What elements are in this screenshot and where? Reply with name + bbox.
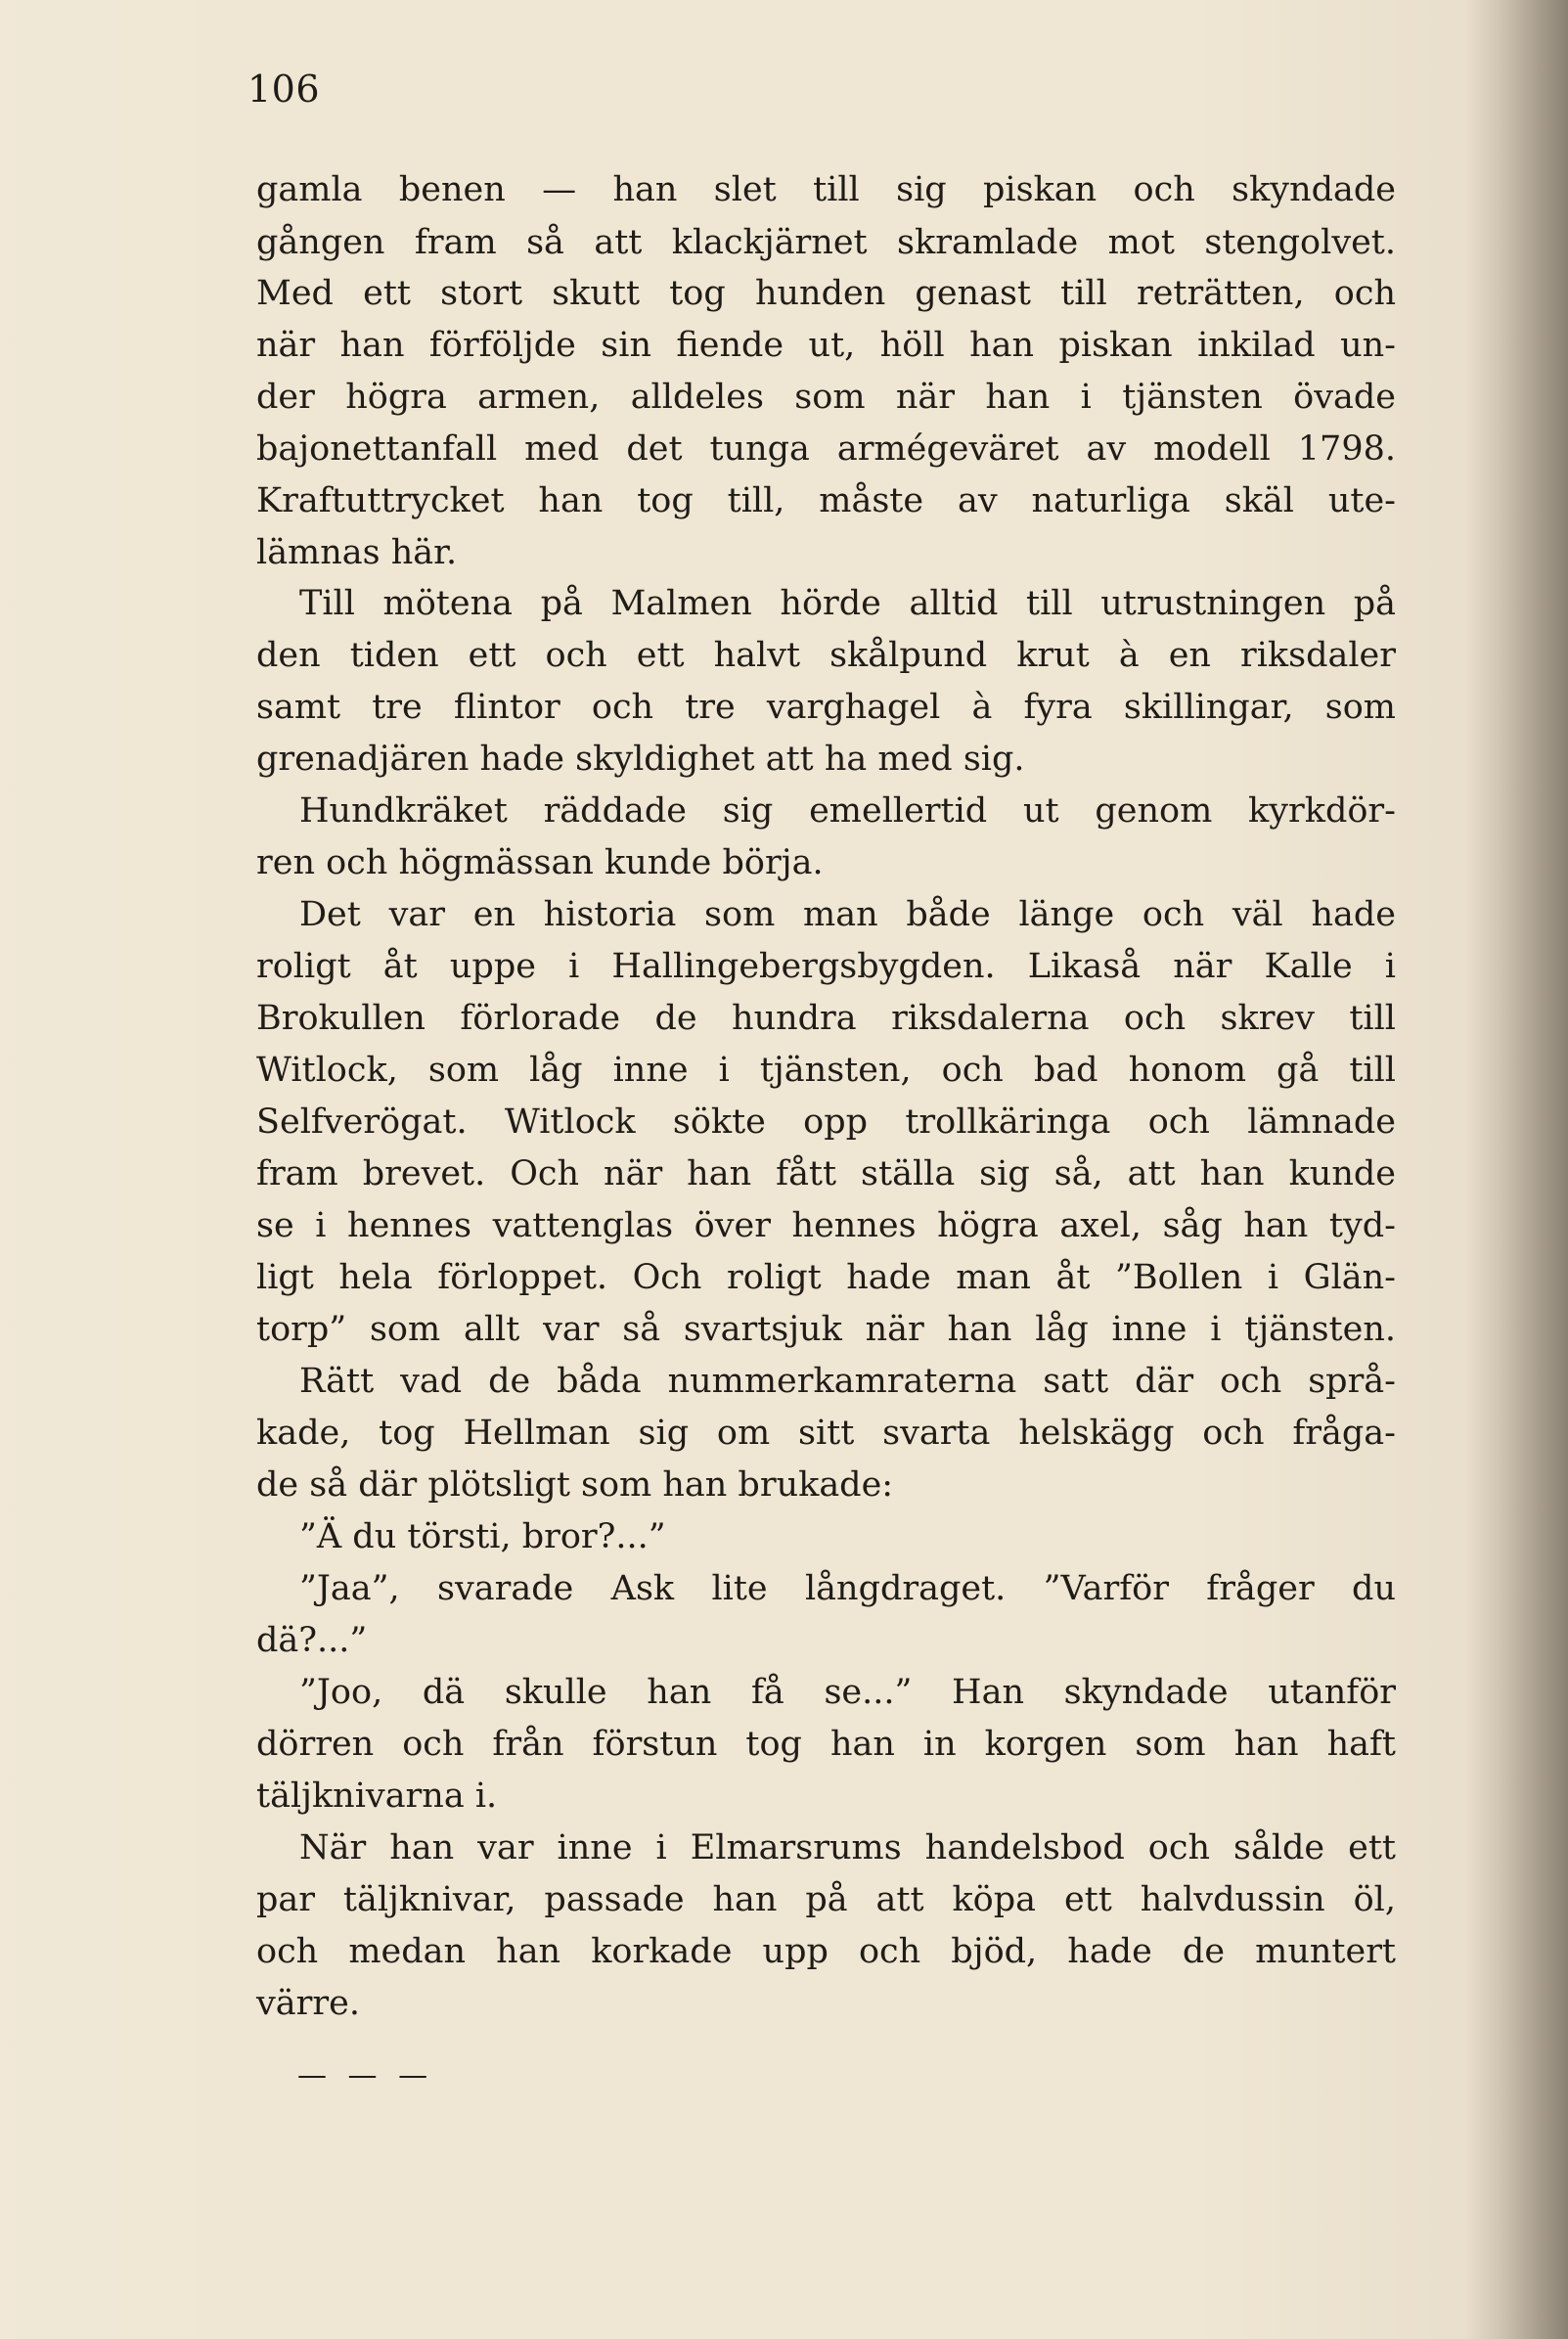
text-line: Rätt vad de båda nummerkamraterna satt där och språ- <box>299 1362 1396 1401</box>
text-line: när han förföljde sin fiende ut, höll han piskan inkilad un- <box>256 326 1396 365</box>
text-line: torp” som allt var så svartsjuk när han låg inne i tjänsten. <box>256 1310 1396 1349</box>
text-line: gången fram så att klackjärnet skramlade mot stengolvet. <box>256 223 1396 262</box>
text-line: dörren och från förstun tog han in korgen som han haft <box>256 1725 1396 1764</box>
text-line: gamla benen — han slet till sig piskan och skyndade <box>256 170 1396 209</box>
text-line: se i hennes vattenglas över hennes högra axel, såg han tyd- <box>256 1206 1396 1245</box>
text-line: der högra armen, alldeles som när han i tjänsten övade <box>256 378 1396 417</box>
text-line: ligt hela förloppet. Och roligt hade man åt ”Bollen i Glän- <box>256 1258 1396 1297</box>
text-line: par täljknivar, passade han på att köpa ett halvdussin öl, <box>256 1880 1396 1919</box>
text-line: Selfverögat. Witlock sökte opp trollkäringa och lämnade <box>256 1102 1396 1142</box>
text-line: den tiden ett och ett halvt skålpund krut à en riksdaler <box>256 636 1396 675</box>
text-line: Witlock, som låg inne i tjänsten, och bad honom gå till <box>256 1051 1396 1090</box>
text-line: värre. <box>256 1984 360 2023</box>
page-number: 106 <box>247 67 321 111</box>
text-line: samt tre flintor och tre varghagel à fyra skillingar, som <box>256 688 1396 727</box>
text-line: Brokullen förlorade de hundra riksdalerna och skrev till <box>256 999 1396 1038</box>
text-line: Kraftuttrycket han tog till, måste av naturliga skäl ute- <box>256 481 1396 520</box>
text-line: kade, tog Hellman sig om sitt svarta helskägg och fråga- <box>256 1414 1396 1453</box>
text-line: När han var inne i Elmarsrums handelsbod och sålde ett <box>299 1828 1396 1867</box>
text-line: ”Ä du törsti, bror?...” <box>299 1517 666 1556</box>
section-end-marks: — — — <box>297 2058 434 2092</box>
text-line: Med ett stort skutt tog hunden genast till reträtten, och <box>256 274 1396 313</box>
text-line: lämnas här. <box>256 533 458 572</box>
text-line: bajonettanfall med det tunga armégeväret av modell 1798. <box>256 429 1396 469</box>
text-line: ”Jaa”, svarade Ask lite långdraget. ”Varför fråger du <box>299 1569 1396 1608</box>
text-line: dä?...” <box>256 1621 368 1660</box>
text-line: Det var en historia som man både länge och väl hade <box>299 895 1396 934</box>
text-line: och medan han korkade upp och bjöd, hade de muntert <box>256 1932 1396 1971</box>
text-line: roligt åt uppe i Hallingebergsbygden. Likaså när Kalle i <box>256 947 1396 986</box>
text-line: Till mötena på Malmen hörde alltid till utrustningen på <box>299 584 1396 623</box>
text-line: ren och högmässan kunde börja. <box>256 843 824 882</box>
text-line: täljknivarna i. <box>256 1777 498 1816</box>
spine-shadow <box>1465 0 1568 2339</box>
text-line: grenadjären hade skyldighet att ha med sig. <box>256 740 1025 779</box>
text-line: de så där plötsligt som han brukade: <box>256 1465 894 1505</box>
text-line: fram brevet. Och när han fått ställa sig så, att han kunde <box>256 1154 1396 1193</box>
text-line: Hundkräket räddade sig emellertid ut genom kyrkdör- <box>299 791 1396 831</box>
text-line: ”Joo, dä skulle han få se...” Han skyndade utanför <box>299 1673 1396 1712</box>
